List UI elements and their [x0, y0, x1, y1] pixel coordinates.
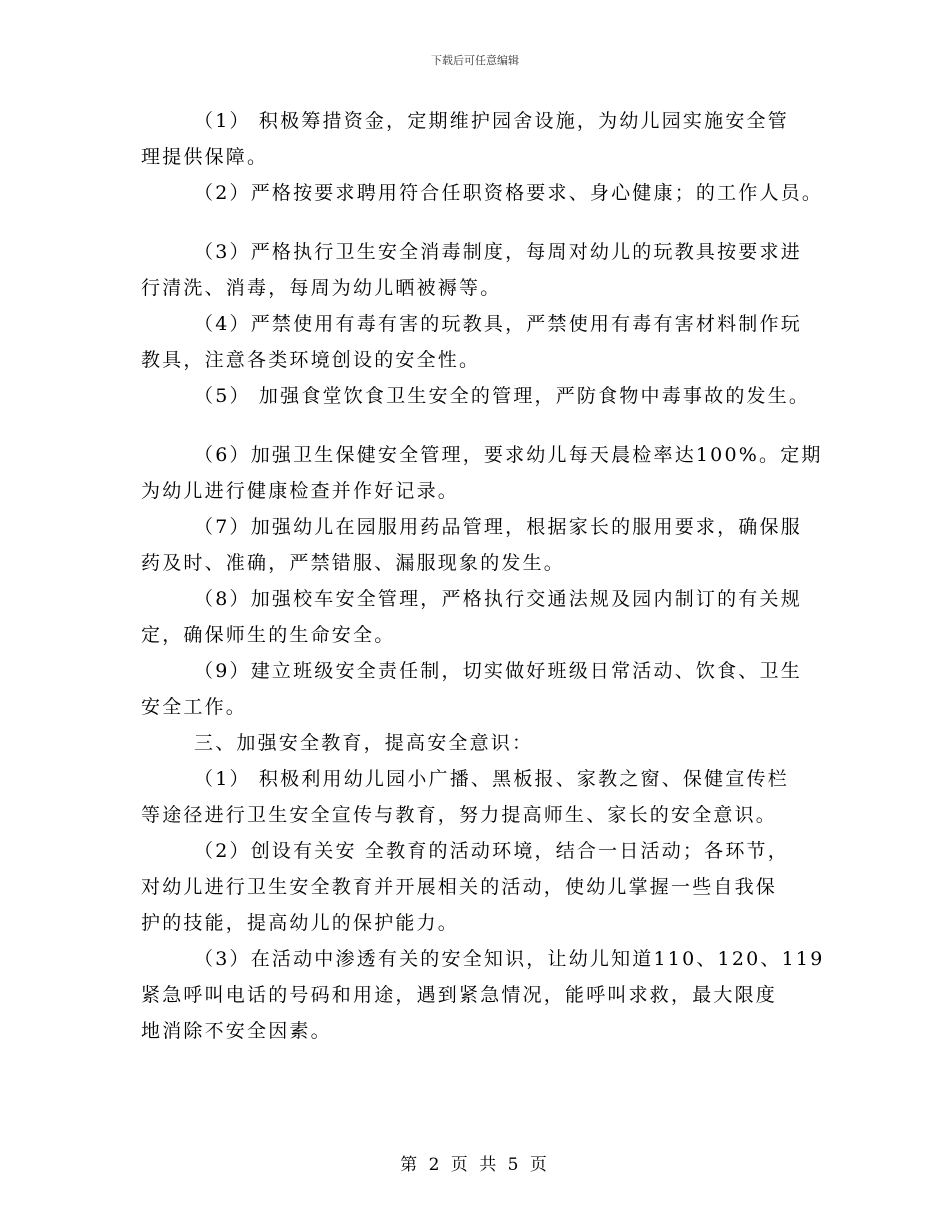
paragraph-line: （1） 积极利用幼儿园小广播、黑板报、家教之窗、保健宣传栏 — [194, 768, 789, 790]
paragraph-line: （2）创设有关安 全教育的活动环境，结合一日活动；各环节， — [194, 840, 789, 862]
paragraph-line: 药及时、准确，严禁错服、漏服现象的发生。 — [141, 552, 566, 574]
paragraph-line: 安全工作。 — [141, 696, 248, 718]
page-header: 下载后可任意编辑 — [431, 54, 519, 67]
paragraph-line: 地消除不安全因素。 — [141, 1020, 332, 1042]
paragraph-line: （5） 加强食堂饮食卫生安全的管理，严防食物中毒事故的发生。 — [194, 385, 811, 407]
paragraph-line: 为幼儿进行健康检查并作好记录。 — [141, 480, 460, 502]
page-footer: 第 2 页 共 5 页 — [400, 1155, 550, 1175]
paragraph-line: （3）严格执行卫生安全消毒制度，每周对幼儿的玩教具按要求进 — [194, 241, 802, 263]
paragraph-line: 等途径进行卫生安全宣传与教育，努力提高师生、家长的安全意识。 — [141, 804, 778, 826]
paragraph-line: （4）严禁使用有毒有害的玩教具，严禁使用有毒有害材料制作玩 — [194, 313, 802, 335]
paragraph-line: 对幼儿进行卫生安全教育并开展相关的活动，使幼儿掌握一些自我保 — [141, 876, 778, 898]
paragraph-line: （1） 积极筹措资金，定期维护园舍设施，为幼儿园实施安全管 — [194, 110, 789, 132]
paragraph-line: 紧急呼叫电话的号码和用途，遇到紧急情况，能呼叫求救，最大限度 — [141, 984, 778, 1006]
paragraph-line: 行清洗、消毒，每周为幼儿晒被褥等。 — [141, 277, 502, 299]
paragraph-line: （3）在活动中渗透有关的安全知识，让幼儿知道110、120、119 — [194, 948, 825, 970]
paragraph-line: 理提供保障。 — [141, 146, 269, 168]
paragraph-line: （7）加强幼儿在园服用药品管理，根据家长的服用要求，确保服 — [194, 516, 802, 538]
paragraph-line: （9）建立班级安全责任制，切实做好班级日常活动、饮食、卫生 — [194, 660, 802, 682]
paragraph-line: （8）加强校车安全管理，严格执行交通法规及园内制订的有关规 — [194, 588, 802, 610]
paragraph-line: （2）严格按要求聘用符合任职资格要求、身心健康；的工作人员。 — [194, 182, 824, 204]
paragraph-line: 教具，注意各类环境创设的安全性。 — [141, 349, 481, 371]
paragraph-line: 定，确保师生的生命安全。 — [141, 624, 396, 646]
paragraph-line: 护的技能，提高幼儿的保护能力。 — [141, 912, 460, 934]
paragraph-line: （6）加强卫生保健安全管理，要求幼儿每天晨检率达100%。定期 — [194, 444, 823, 466]
document-body — [141, 103, 831, 1049]
section-heading: 三、加强安全教育，提高安全意识： — [194, 732, 534, 754]
